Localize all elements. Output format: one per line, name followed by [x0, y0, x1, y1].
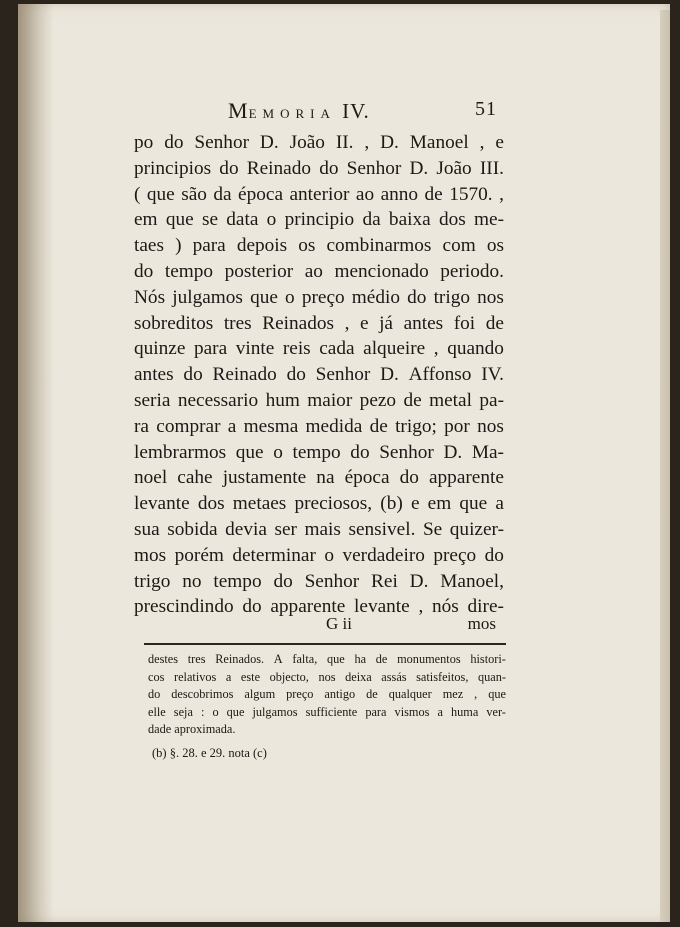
- text-line: sobreditos tres Reinados , e já antes foi de: [134, 312, 504, 334]
- text-line: taes ) para depois os combinarmos com os: [134, 235, 504, 257]
- text-line: mos porém determinar o verdadeiro preço do: [134, 544, 504, 566]
- signature-line: [134, 614, 504, 640]
- text-line: em que se data o principio da baixa dos me-: [134, 209, 504, 231]
- text-line: lembrarmos que o tempo do Senhor D. Ma-: [134, 441, 504, 463]
- footnote-rule: [144, 643, 506, 645]
- page-number: 51: [475, 98, 497, 120]
- footnotes: [148, 651, 506, 763]
- running-title: [228, 98, 370, 124]
- footnote-b-text: (b) §. 28. e 29. nota (c): [152, 745, 267, 760]
- text-line: seria necessario hum maior pezo de metal pa-: [134, 389, 504, 411]
- page-edge: [660, 10, 670, 922]
- footnote-line: dade aproximada.: [148, 722, 236, 737]
- footnote-line: destes tres Reinados. A falta, que ha de monumentos histori-: [148, 652, 506, 666]
- footnote-line: cos relativos a este objecto, nos deixa assás satisfeitos, quan-: [148, 669, 506, 684]
- main-text: [134, 130, 504, 620]
- title-volume: IV.: [342, 99, 370, 123]
- text-line: do tempo posterior ao mencionado periodo.: [134, 260, 504, 282]
- text-line: ra comprar a mesma medida de trigo; por nos: [134, 415, 504, 437]
- signature-mark: G ii: [326, 614, 352, 633]
- text-line: noel cahe justamente na época do apparente: [134, 467, 504, 489]
- spine-shadow: [18, 4, 54, 922]
- title-initial: M: [228, 98, 249, 123]
- text-line: trigo no tempo do Senhor Rei D. Manoel,: [134, 570, 504, 592]
- footnote-line: elle seja : o que julgamos sufficiente para vismos a huma ver-: [148, 704, 506, 719]
- catchword: mos: [467, 614, 496, 633]
- text-line: Nós julgamos que o preço médio do trigo nos: [134, 286, 504, 308]
- text-line: sua sobida devia ser mais sensivel. Se quizer-: [134, 518, 504, 540]
- footnote-line: do descobrimos algum preço antigo de qualquer mez , que: [148, 687, 506, 702]
- text-line: ( que são da época anterior ao anno de 1570. ,: [134, 183, 504, 205]
- text-line: po do Senhor D. João II. , D. Manoel , e: [134, 132, 504, 153]
- text-line: principios do Reinado do Senhor D. João III.: [134, 157, 504, 179]
- footnote-b: [148, 745, 506, 763]
- text-line: levante dos metaes preciosos, (b) e em que a: [134, 493, 504, 515]
- text-line: antes do Reinado do Senhor D. Affonso IV.: [134, 364, 504, 386]
- title-small-caps: EMORIA: [248, 106, 336, 121]
- text-line: prescindindo do apparente levante , nós dire-: [134, 596, 504, 618]
- text-line: quinze para vinte reis cada alqueire , quando: [134, 338, 504, 360]
